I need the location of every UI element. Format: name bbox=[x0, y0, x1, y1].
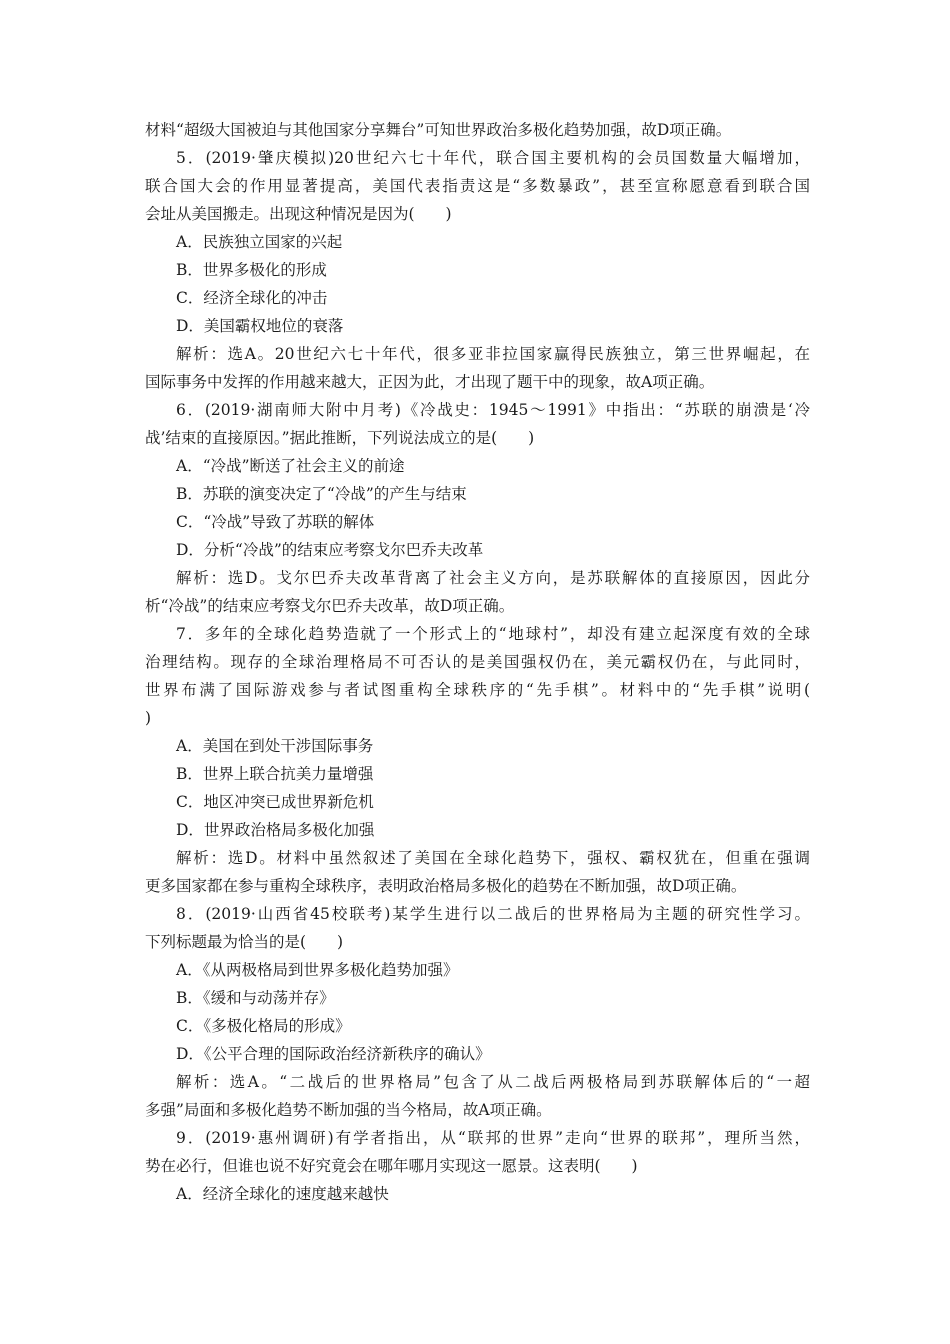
question-5-option-a: A．民族独立国家的兴起 bbox=[176, 233, 343, 251]
question-9-stem: 9．(2019·惠州调研)有学者指出，从“联邦的世界”走向“世界的联邦”，理所当然， bbox=[176, 1129, 810, 1147]
question-5-stem: 5．(2019·肇庆模拟)20世纪六七十年代，联合国主要机构的会员国数量大幅增加， bbox=[176, 149, 810, 167]
question-7-option-d: D．世界政治格局多极化加强 bbox=[176, 821, 375, 839]
question-5-analysis: 解析：选A。20世纪六七十年代，很多亚非拉国家赢得民族独立，第三世界崛起，在 bbox=[176, 345, 810, 363]
question-5-option-d: D．美国霸权地位的衰落 bbox=[176, 317, 344, 335]
question-8-stem: 下列标题最为恰当的是( ) bbox=[145, 933, 344, 951]
question-7-option-c: C．地区冲突已成世界新危机 bbox=[176, 793, 374, 811]
question-7-analysis: 更多国家都在参与重构全球秩序，表明政治格局多极化的趋势在不断加强，故D项正确。 bbox=[145, 877, 747, 895]
question-5-analysis: 国际事务中发挥的作用越来越大，正因为此，才出现了题干中的现象，故A项正确。 bbox=[145, 373, 715, 391]
question-5-stem: 联合国大会的作用显著提高，美国代表指责这是“多数暴政”，甚至宣称愿意看到联合国 bbox=[145, 177, 810, 195]
question-8-option-b: B．《缓和与动荡并存》 bbox=[176, 989, 335, 1007]
document-body bbox=[145, 116, 810, 1208]
question-5-option-b: B．世界多极化的形成 bbox=[176, 261, 327, 279]
question-6-option-b: B．苏联的演变决定了“冷战”的产生与结束 bbox=[176, 485, 467, 503]
question-6-analysis: 析“冷战”的结束应考察戈尔巴乔夫改革，故D项正确。 bbox=[145, 597, 515, 615]
question-6-option-d: D．分析“冷战”的结束应考察戈尔巴乔夫改革 bbox=[176, 541, 484, 559]
question-8-option-a: A．《从两极格局到世界多极化趋势加强》 bbox=[176, 961, 459, 979]
question-8-option-c: C．《多极化格局的形成》 bbox=[176, 1017, 351, 1035]
question-6-option-c: C．“冷战”导致了苏联的解体 bbox=[176, 513, 375, 531]
question-7-option-a: A．美国在到处干涉国际事务 bbox=[176, 737, 374, 755]
question-7-stem: 治理结构。现存的全球治理格局不可否认的是美国强权仍在，美元霸权仍在，与此同时， bbox=[145, 653, 810, 671]
question-9-option-a: A．经济全球化的速度越来越快 bbox=[176, 1185, 389, 1203]
question-7-analysis: 解析：选D。材料中虽然叙述了美国在全球化趋势下，强权、霸权犹在，但重在强调 bbox=[176, 849, 810, 867]
question-7-stem: ) bbox=[145, 709, 152, 727]
question-9-stem: 势在必行，但谁也说不好究竟会在哪年哪月实现这一愿景。这表明( ) bbox=[145, 1157, 638, 1175]
question-8-analysis: 多强”局面和多极化趋势不断加强的当今格局，故A项正确。 bbox=[145, 1101, 552, 1119]
question-5-stem: 会址从美国搬走。出现这种情况是因为( ) bbox=[145, 205, 452, 223]
question-6-option-a: A．“冷战”断送了社会主义的前途 bbox=[176, 457, 405, 475]
question-7-stem: 7．多年的全球化趋势造就了一个形式上的“地球村”，却没有建立起深度有效的全球 bbox=[176, 625, 810, 643]
question-6-stem: 6．(2019·湖南师大附中月考)《冷战史：1945～1991》中指出：“苏联的崩溃是‘冷 bbox=[176, 401, 810, 419]
question-5-option-c: C．经济全球化的冲击 bbox=[176, 289, 328, 307]
question-7-option-b: B．世界上联合抗美力量增强 bbox=[176, 765, 374, 783]
question-6-analysis: 解析：选D。戈尔巴乔夫改革背离了社会主义方向，是苏联解体的直接原因，因此分 bbox=[176, 569, 810, 587]
question-8-stem: 8．(2019·山西省45校联考)某学生进行以二战后的世界格局为主题的研究性学习。 bbox=[176, 905, 810, 923]
question-8-analysis: 解析：选A。“二战后的世界格局”包含了从二战后两极格局到苏联解体后的“一超 bbox=[176, 1073, 810, 1091]
question-7-stem: 世界布满了国际游戏参与者试图重构全球秩序的“先手棋”。材料中的“先手棋”说明( bbox=[145, 681, 810, 699]
question-6-stem: 战’结束的直接原因。”据此推断，下列说法成立的是( ) bbox=[145, 429, 535, 447]
text-line: 材料“超级大国被迫与其他国家分享舞台”可知世界政治多极化趋势加强，故D项正确。 bbox=[145, 121, 732, 139]
question-8-option-d: D．《公平合理的国际政治经济新秩序的确认》 bbox=[176, 1045, 491, 1063]
